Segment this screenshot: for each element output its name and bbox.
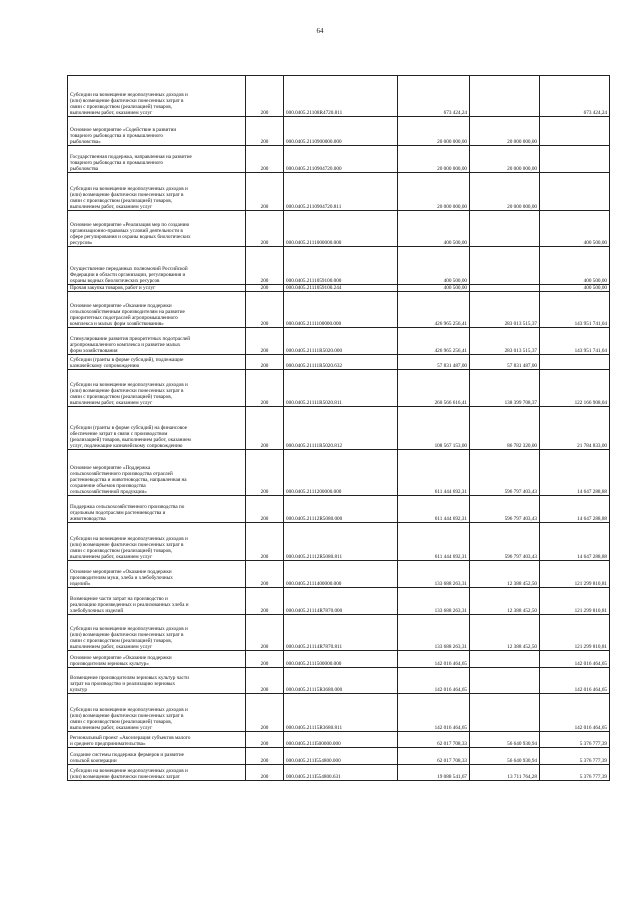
row-name-line: производителям муки, хлеба и хлебобулочных [70, 574, 173, 581]
row-amount-federal-cell: 86 782 320,00 [470, 407, 540, 450]
row-name-line: связи с производством (реализацией) товаров, [70, 197, 172, 204]
row-name-line: изделий» [70, 581, 91, 587]
row-name-cell [68, 211, 246, 247]
table-row [68, 355, 610, 370]
row-budget-code-cell: 000.0405.21111R5020.812 [284, 407, 398, 450]
row-name-cell [68, 292, 246, 328]
row-amount-federal-cell: 57 831 487,00 [470, 355, 540, 370]
row-admin-code-cell: 200 [246, 292, 284, 328]
row-admin-code-cell: 200 [246, 328, 284, 355]
row-admin-code-cell: 200 [246, 651, 284, 668]
table-row [68, 247, 610, 285]
row-amount-total-cell: 142 016 464,65 [398, 651, 470, 668]
row-name-line: затрат на производство и реализацию зерновых [70, 680, 176, 687]
row-name-line: (или) возмещение фактически понесенных затрат в [70, 97, 184, 104]
row-name-cell [68, 146, 246, 173]
row-name-line: связи с производством (реализацией) товаров, [70, 393, 172, 400]
row-name-line: выполнением работ, оказанием услуг [70, 400, 153, 406]
row-name-line: приоритетных подотраслей агропромышленного [70, 314, 178, 321]
row-name-line: форм хозяйствования [70, 348, 118, 354]
row-amount-regional-cell: 14 647 288,88 [540, 450, 610, 496]
row-admin-code-cell: 200 [246, 748, 284, 765]
row-budget-code-cell: 000.0405.2110904720.811 [284, 173, 398, 211]
row-budget-code-cell: 000.0405.2111200000.000 [284, 450, 398, 496]
row-admin-code-cell: 200 [246, 285, 284, 292]
row-name-line: сохранение объемов производства [70, 482, 146, 489]
row-name-line: (или) возмещение фактически понесенных затрат в [70, 631, 184, 638]
row-name-cell [68, 615, 246, 651]
row-name-cell [68, 651, 246, 668]
row-budget-code-cell: 000.0405.21111R5020.811 [284, 370, 398, 407]
row-name-cell [68, 76, 246, 117]
table-row [68, 732, 610, 748]
table-row [68, 407, 610, 450]
row-name-cell [68, 285, 246, 292]
row-amount-total-cell: 611 444 692,31 [398, 496, 470, 523]
row-amount-regional-cell: 121 299 810,81 [540, 588, 610, 615]
row-admin-code-cell: 200 [246, 561, 284, 588]
row-amount-total-cell: 142 016 464,65 [398, 694, 470, 732]
row-name-line: Основное мероприятие «Оказание поддержки [70, 568, 172, 575]
row-name-line: выполнением работ, оказанием услуг [70, 725, 153, 731]
row-name-line: связи с производством (реализацией) товаров, [70, 547, 172, 554]
row-amount-total-cell: 108 567 153,00 [398, 407, 470, 450]
budget-table [67, 75, 610, 781]
row-amount-federal-cell: 20 000 000,00 [470, 117, 540, 146]
row-name-line: Поддержка сельскохозяйственного производства по [70, 503, 185, 510]
row-name-line: связи с производством (реализацией) товаров, [70, 103, 172, 110]
row-name-cell [68, 523, 246, 561]
row-admin-code-cell: 200 [246, 407, 284, 450]
row-amount-total-cell: 20 000 000,00 [398, 173, 470, 211]
row-admin-code-cell: 200 [246, 615, 284, 651]
row-name-cell [68, 694, 246, 732]
table-row [68, 450, 610, 496]
row-name-line: Субсидии (гранты в форме субсидий) на финансовое [70, 424, 188, 431]
row-amount-federal-cell: 13 711 764,28 [470, 765, 540, 781]
row-amount-federal-cell: 283 013 515,37 [470, 292, 540, 328]
table-row [68, 146, 610, 173]
row-amount-regional-cell: 21 784 833,00 [540, 407, 610, 450]
row-name-line: рыболовства [70, 165, 99, 172]
row-amount-regional-cell: 121 299 810,81 [540, 561, 610, 588]
row-budget-code-cell: 000.0405.2110904720.000 [284, 146, 398, 173]
row-amount-regional-cell: 400 500,00 [540, 211, 610, 247]
row-budget-code-cell: 000.0405.2111059100.000 [284, 247, 398, 285]
row-name-line: товарного рыбоводства и промышленного [70, 159, 164, 166]
row-admin-code-cell: 200 [246, 450, 284, 496]
row-amount-federal-cell [470, 76, 540, 117]
row-admin-code-cell: 200 [246, 732, 284, 748]
row-amount-federal-cell: 596 797 403,43 [470, 450, 540, 496]
row-name-line: рыболовства» [70, 138, 101, 145]
row-name-line: Основное мероприятие «Оказание поддержки [70, 654, 172, 661]
row-amount-regional-cell: 122 166 908,04 [540, 370, 610, 407]
row-name-line: животноводства [70, 516, 106, 522]
row-amount-total-cell: 611 444 692,31 [398, 523, 470, 561]
row-name-cell [68, 370, 246, 407]
row-amount-regional-cell: 5 376 777,39 [540, 765, 610, 781]
row-admin-code-cell: 200 [246, 173, 284, 211]
row-name-line: растениеводства и животноводства, направленная на [70, 476, 187, 483]
table-row [68, 285, 610, 292]
row-name-line: сфере регулирования и охраны водных биологических [70, 233, 191, 240]
row-name-line: товарного рыбоводства и промышленного [70, 132, 164, 139]
table-row [68, 765, 610, 781]
row-admin-code-cell: 200 [246, 247, 284, 285]
row-name-line: хлебобулочных изделий [70, 608, 124, 614]
row-amount-regional-cell: 5 376 777,39 [540, 732, 610, 748]
row-name-line: обеспечение затрат в связи с производством [70, 430, 168, 437]
row-amount-regional-cell: 5 376 777,39 [540, 748, 610, 765]
row-amount-federal-cell: 12 388 452,50 [470, 588, 540, 615]
row-amount-total-cell: 19 088 541,67 [398, 765, 470, 781]
row-budget-code-cell: 000.0405.21114R7870.811 [284, 615, 398, 651]
row-budget-code-cell: 000.0405.21108R4720.811 [284, 76, 398, 117]
row-budget-code-cell: 000.0405.21111R5020.000 [284, 328, 398, 355]
row-budget-code-cell: 000.0405.2111400000.000 [284, 561, 398, 588]
table-row [68, 694, 610, 732]
row-amount-federal-cell: 596 797 403,43 [470, 496, 540, 523]
table-row [68, 588, 610, 615]
row-admin-code-cell: 200 [246, 588, 284, 615]
table-row [68, 328, 610, 355]
row-name-cell [68, 668, 246, 694]
row-name-line: казначейскому сопровождению [70, 363, 140, 369]
row-name-line: (или) возмещение фактически понесенных затрат в [70, 712, 184, 719]
row-budget-code-cell: 000.0405.21114R7870.000 [284, 588, 398, 615]
row-admin-code-cell: 200 [246, 694, 284, 732]
row-amount-total-cell: 400 500,00 [398, 247, 470, 285]
row-admin-code-cell: 200 [246, 211, 284, 247]
table-row [68, 651, 610, 668]
row-name-line: Прочая закупка товаров, работ и услуг [70, 285, 156, 291]
row-amount-total-cell: 260 566 616,41 [398, 370, 470, 407]
row-name-line: Осуществление переданных полномочий Российской [70, 265, 188, 272]
row-amount-total-cell: 133 688 263,31 [398, 588, 470, 615]
row-name-cell [68, 450, 246, 496]
row-name-line: Субсидии на возмещение недополученных доходов и [70, 535, 188, 542]
row-amount-regional-cell: 14 647 288,88 [540, 523, 610, 561]
row-name-cell [68, 748, 246, 765]
row-name-line: Стимулирование развития приоритетных подотраслей [70, 335, 191, 342]
row-amount-regional-cell: 400 500,00 [540, 285, 610, 292]
row-budget-code-cell: 000.0405.21115R3680.811 [284, 694, 398, 732]
row-name-cell [68, 173, 246, 211]
row-name-cell [68, 407, 246, 450]
row-amount-federal-cell: 283 013 515,37 [470, 328, 540, 355]
row-admin-code-cell: 200 [246, 668, 284, 694]
row-amount-total-cell: 400 500,00 [398, 211, 470, 247]
row-amount-federal-cell [470, 694, 540, 732]
row-amount-total-cell: 57 831 487,00 [398, 355, 470, 370]
table-row [68, 76, 610, 117]
row-name-line: охраны водных биологических ресурсов [70, 277, 160, 284]
row-name-line: сельскохозяйственным производителям на развитие [70, 308, 185, 315]
row-admin-code-cell: 200 [246, 496, 284, 523]
table-row [68, 561, 610, 588]
row-name-cell [68, 765, 246, 781]
row-amount-total-cell: 426 965 256,41 [398, 292, 470, 328]
table-row [68, 370, 610, 407]
row-name-cell [68, 117, 246, 146]
row-admin-code-cell: 200 [246, 765, 284, 781]
row-amount-federal-cell: 20 000 000,00 [470, 173, 540, 211]
row-budget-code-cell: 000.0405.2110900000.000 [284, 117, 398, 146]
row-amount-federal-cell: 138 399 708,37 [470, 370, 540, 407]
row-amount-total-cell: 142 016 464,65 [398, 668, 470, 694]
row-budget-code-cell: 000.0405.211I500000.000 [284, 732, 398, 748]
row-name-line: организационно-правовых условий деятельности в [70, 227, 183, 234]
row-amount-total-cell: 673 424,24 [398, 76, 470, 117]
row-amount-total-cell: 426 965 256,41 [398, 328, 470, 355]
row-name-line: (или) возмещение фактически понесенных затрат [70, 774, 180, 780]
page-number: 64 [316, 27, 324, 35]
row-amount-regional-cell: 143 951 741,04 [540, 292, 610, 328]
row-name-line: Основное мероприятие «Оказание поддержки [70, 302, 172, 309]
row-amount-regional-cell [540, 355, 610, 370]
row-budget-code-cell: 000.0405.2111100000.000 [284, 292, 398, 328]
row-amount-regional-cell: 143 951 741,04 [540, 328, 610, 355]
row-name-line: сельскохозяйственной продукции» [70, 489, 147, 495]
row-amount-federal-cell [470, 668, 540, 694]
row-name-line: связи с производством (реализацией) товаров, [70, 718, 172, 725]
row-budget-code-cell: 000.0405.21112R5080.000 [284, 496, 398, 523]
row-amount-federal-cell [470, 651, 540, 668]
row-name-line: (или) возмещение фактически понесенных затрат в [70, 191, 184, 198]
row-budget-code-cell: 000.0405.2111059100.244 [284, 285, 398, 292]
row-name-line: выполнением работ, оказанием услуг [70, 203, 153, 210]
row-admin-code-cell: 200 [246, 117, 284, 146]
row-name-cell [68, 732, 246, 748]
row-name-line: (реализацией) товаров, выполнением работ, оказанием [70, 436, 191, 443]
row-admin-code-cell: 200 [246, 355, 284, 370]
row-name-cell [68, 561, 246, 588]
row-name-line: Субсидии на возмещение недополученных доходов и [70, 185, 188, 192]
row-amount-federal-cell: 56 640 930,94 [470, 732, 540, 748]
row-amount-regional-cell: 673 424,24 [540, 76, 610, 117]
row-amount-regional-cell: 142 016 464,65 [540, 694, 610, 732]
table-row [68, 668, 610, 694]
row-name-line: комплекса и малых форм хозяйствования» [70, 321, 164, 327]
row-name-line: услуг, подлежащие казначейскому сопровождению [70, 443, 183, 449]
row-name-line: выполнением работ, оказанием услуг [70, 644, 153, 650]
row-amount-total-cell: 20 000 000,00 [398, 117, 470, 146]
row-amount-federal-cell [470, 211, 540, 247]
row-name-line: сельскохозяйственного производства отраслей [70, 470, 173, 477]
table-row [68, 748, 610, 765]
row-amount-federal-cell [470, 247, 540, 285]
table-row [68, 211, 610, 247]
row-budget-code-cell: 000.0405.211I554800.631 [284, 765, 398, 781]
row-amount-total-cell: 62 017 708,33 [398, 732, 470, 748]
row-amount-regional-cell: 14 647 288,88 [540, 496, 610, 523]
row-name-line: выполнением работ, оказанием услуг [70, 109, 153, 116]
row-admin-code-cell: 200 [246, 146, 284, 173]
row-name-line: Субсидии (гранты в форме субсидий), подлежащие [70, 356, 184, 363]
row-name-cell [68, 247, 246, 285]
row-amount-regional-cell [540, 173, 610, 211]
row-amount-total-cell: 62 017 708,33 [398, 748, 470, 765]
row-amount-regional-cell: 142 016 464,65 [540, 668, 610, 694]
row-name-line: производителям зерновых культур» [70, 661, 149, 667]
row-name-line: отдельным подотраслям растениеводства и [70, 509, 166, 516]
table-row [68, 523, 610, 561]
row-name-cell [68, 328, 246, 355]
row-amount-federal-cell: 12 388 452,50 [470, 615, 540, 651]
row-name-line: Федерации в области организации, регулирования и [70, 271, 186, 278]
row-name-line: (или) возмещение фактически понесенных затрат в [70, 387, 184, 394]
row-name-line: Возмещение части затрат на производство и [70, 595, 168, 602]
row-name-line: ресурсов» [70, 239, 93, 246]
row-budget-code-cell: 000.0405.2111500000.000 [284, 651, 398, 668]
row-name-line: Региональный проект «Акселерация субъектов малого [70, 734, 191, 741]
row-name-line: Основное мероприятие «Содействие в развитии [70, 126, 177, 133]
row-name-line: Субсидии на возмещение недополученных доходов и [70, 706, 188, 713]
budget-table-body [68, 76, 610, 781]
row-name-line: Субсидии на возмещение недополученных доходов и [70, 625, 188, 632]
row-name-line: культур [70, 687, 87, 693]
row-amount-federal-cell: 56 640 930,94 [470, 748, 540, 765]
row-amount-total-cell: 611 444 692,31 [398, 450, 470, 496]
row-amount-federal-cell [470, 285, 540, 292]
row-admin-code-cell: 200 [246, 370, 284, 407]
row-amount-total-cell: 400 500,00 [398, 285, 470, 292]
row-amount-federal-cell: 12 388 452,50 [470, 561, 540, 588]
row-name-cell [68, 355, 246, 370]
row-name-line: выполнением работ, оказанием услуг [70, 554, 153, 560]
row-name-line: сельской кооперации [70, 758, 117, 764]
row-name-line: Основное мероприятие «Реализация мер по созданию [70, 221, 190, 228]
row-amount-total-cell: 133 688 263,31 [398, 615, 470, 651]
row-amount-regional-cell [540, 117, 610, 146]
row-name-line: Субсидии на возмещение недополученных доходов и [70, 767, 188, 774]
row-amount-regional-cell: 121 299 810,81 [540, 615, 610, 651]
row-budget-code-cell: 000.0405.211I554800.000 [284, 748, 398, 765]
row-amount-total-cell: 20 000 000,00 [398, 146, 470, 173]
row-amount-regional-cell: 142 016 464,65 [540, 651, 610, 668]
row-name-line: Возмещение производителям зерновых культур части [70, 674, 189, 681]
row-budget-code-cell: 000.0405.21111R5020.632 [284, 355, 398, 370]
row-amount-federal-cell: 596 797 403,43 [470, 523, 540, 561]
row-amount-regional-cell [540, 146, 610, 173]
row-name-cell [68, 588, 246, 615]
row-amount-regional-cell: 400 500,00 [540, 247, 610, 285]
row-amount-total-cell: 133 688 263,31 [398, 561, 470, 588]
row-name-line: агропромышленного комплекса и развитие малых [70, 341, 181, 348]
row-name-line: реализацию произведенных и реализованных хлеба и [70, 601, 189, 608]
row-name-line: Субсидии на возмещение недополученных доходов и [70, 91, 188, 98]
row-amount-federal-cell: 20 000 000,00 [470, 146, 540, 173]
row-name-line: Основное мероприятие «Поддержка [70, 464, 151, 471]
row-admin-code-cell: 200 [246, 76, 284, 117]
row-name-line: (или) возмещение фактически понесенных затрат в [70, 541, 184, 548]
row-name-line: Субсидии на возмещение недополученных доходов и [70, 381, 188, 388]
row-name-cell [68, 496, 246, 523]
row-name-line: связи с производством (реализацией) товаров, [70, 637, 172, 644]
row-admin-code-cell: 200 [246, 523, 284, 561]
row-name-line: Государственная поддержка, направленная на развитие [70, 153, 192, 160]
table-row [68, 117, 610, 146]
table-row [68, 615, 610, 651]
row-budget-code-cell: 000.0405.21115R3680.000 [284, 668, 398, 694]
table-row [68, 292, 610, 328]
row-budget-code-cell: 000.0405.2111000000.000 [284, 211, 398, 247]
row-name-line: Создание системы поддержки фермеров и развитие [70, 751, 184, 758]
row-name-line: и среднего предпринимательства» [70, 741, 146, 747]
table-row [68, 173, 610, 211]
table-row [68, 496, 610, 523]
row-budget-code-cell: 000.0405.21112R5080.811 [284, 523, 398, 561]
